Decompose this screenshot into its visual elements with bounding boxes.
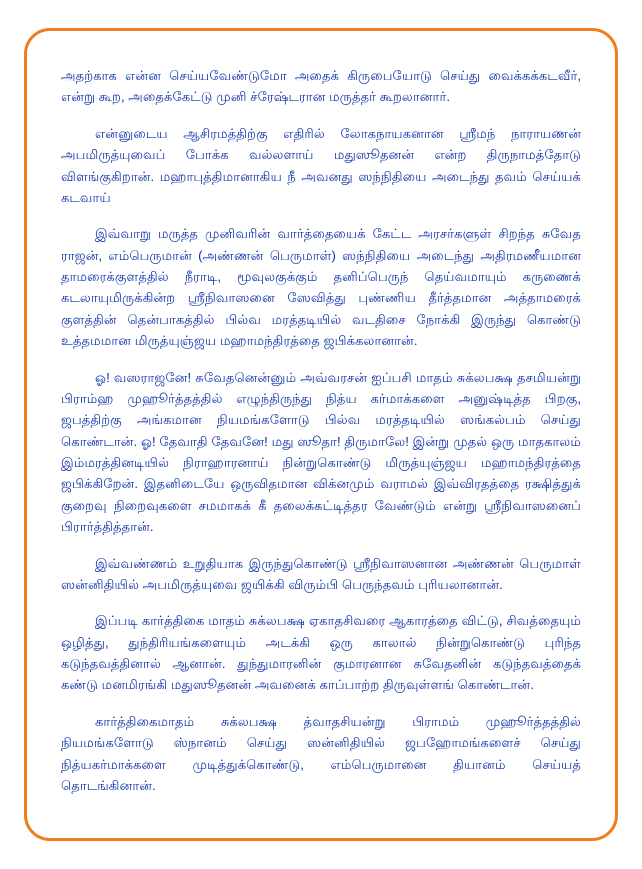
paragraph: ஓ! வஸராஜனே! சுவேதனென்னும் அவ்வரசன் ஐப்பசி மாதம் சுக்லபக்ஷ தசமியன்று பிராம்ஹ முஹூர்த்தத்தில் எழுந்திருந்து நித்ய கர்மாக்களை அனுஷ்டித்த பிறகு, ஜபத்திற்கு அங்கமான நியமங்களோடு பில்வ மரத்தடியில் ஸங்கல்பம் செய்து கொண்டான். ஓ! தேவாதி தேவனே! மது ஸூதா! திருமாலே! இன்று முதல் ஒரு மாதகாலம் இம்மரத்தினடியில் நிராஹாரனாய் நின்றுகொண்டு மிருத்யுஞ்ஜய மஹாமந்திரத்தை ஜபிக்கிறேன். இதனிடையே ஒருவிதமான விக்னமும் வராமல் இவ்விரதத்தை ரக்ஷித்துக் குறைவு நிறைவுகளை சமமாகக் கீ தலைக்கட்டித்தர வேண்டும் என்று ஸ்ரீநிவாஸனைப் பிரார்த்தித்தான்.: [61, 369, 581, 535]
paragraph: இவ்வண்ணம் உறுதியாக இருந்துகொண்டு ஸ்ரீநிவாஸனான அண்ணன் பெருமாள் ஸன்னிதியில் அபமிருத்யுவை ஜயிக்கி விரும்பி பெருந்தவம் புரியலானான்.: [61, 555, 581, 592]
page-border-frame: [24, 28, 618, 841]
paragraph: இப்படி கார்த்திகை மாதம் சுக்லபக்ஷ ஏகாதசிவரை ஆகாரத்தை விட்டு, சிவத்தையும் ஒழித்து, துந்திரியங்களையும் அடக்கி ஒரு காலால் நின்றுகொண்டு புரிந்த கடுந்தவத்தினால் ஆனான். துந்துமாரனின் குமாரனான சுவேதனின் கடுந்தவத்தைக் கண்டு மனமிரங்கி மதுஸூதனன் அவனைக் காப்பாற்ற திருவுள்ளங் கொண்டான்.: [61, 613, 581, 693]
paragraph: இவ்வாறு மருத்த முனிவரின் வார்த்தையைக் கேட்ட அரசர்களுள் சிறந்த சுவேத ராஜன், எம்பெருமான் (அண்ணன் பெருமாள்) ஸந்நிதியை அடைந்து அதிரமணீயமான தாமரைக்குளத்தில் நீராடி, மூவுலகுக்கும் தனிப்பெருந் தெய்வமாயும் கருணைக் கடலாயுமிருக்கின்ற ஸ்ரீநிவாஸனை ஸேவித்து புண்ணிய தீர்த்தமான அத்தாமரைக் குளத்தின் தென்பாகத்தில் பில்வ மரத்தடியில் வடதிசை நோக்கி இருந்து கொண்டு உத்தமமான மிருத்யுஞ்ஜய மஹாமந்திரத்தை ஜபிக்கலானான்.: [61, 226, 581, 349]
document-body: [61, 65, 581, 796]
paragraph: என்னுடைய ஆசிரமத்திற்கு எதிரில் லோகநாயகனான ஸ்ரீமந் நாராயணன் அபமிருத்யுவைப் போக்க வல்லளாய் மதுஸூதனன் என்ற திருநாமத்தோடு விளங்குகிறான். மஹாபுத்திமானாகிய நீ அவனது ஸந்நிதியை அடைந்து தவம் செய்யக் கடவாய்: [61, 125, 581, 205]
paragraph: கார்த்திகைமாதம் சுக்லபக்ஷ த்வாதசியன்று பிராமம் முஹூர்த்தத்தில் நியமங்களோடு ஸ்நானம் செய்து ஸன்னிதியில் ஜபஹோமங்களைச் செய்து நித்யகர்மாக்களை முடித்துக்கொண்டு, எம்பெருமானை தியானம் செய்யத் தொடங்கினான்.: [61, 713, 581, 793]
paragraph: அதற்காக என்ன செய்யவேண்டுமோ அதைக் கிருபையோடு செய்து வைக்கக்கடவீர், என்று கூற, அதைக்கேட்டு முனி ச்ரேஷ்டரான மருத்தர் கூறலானார்.: [61, 68, 581, 105]
